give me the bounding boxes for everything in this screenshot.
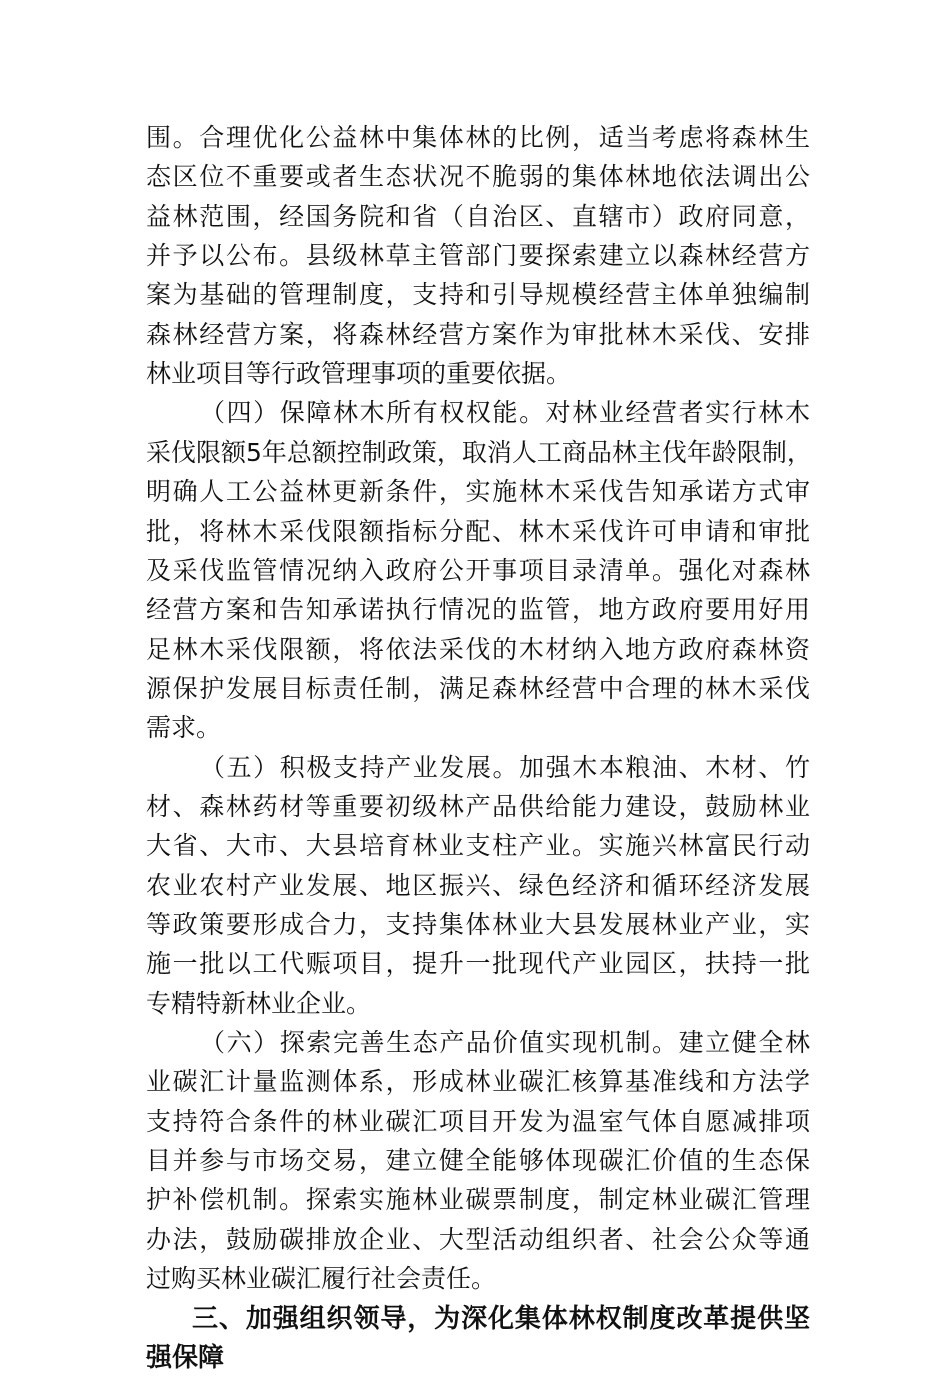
subsection-heading-line: （五）积极支持产业发展。加强木本粮油、木材、竹 [200, 753, 810, 782]
subsection-heading-line: （六）探索完善生态产品价值实现机制。建立健全林 [200, 1028, 810, 1057]
text-line: 需求。 [146, 713, 222, 742]
text-line: 过购买林业碳汇履行社会责任。 [146, 1264, 497, 1293]
text-line: 大省、大市、大县培育林业支柱产业。实施兴林富民行动 [146, 831, 810, 860]
text-line: 围。合理优化公益林中集体林的比例，适当考虑将森林生 [146, 123, 810, 152]
text-line: 农业农村产业发展、地区振兴、绿色经济和循环经济发展 [146, 871, 810, 900]
text-line: 施一批以工代赈项目，提升一批现代产业园区，扶持一批 [146, 949, 810, 978]
text-line: 森林经营方案，将森林经营方案作为审批林木采伐、安排 [146, 320, 810, 349]
text-line: 经营方案和告知承诺执行情况的监管，地方政府要用好用 [146, 595, 810, 624]
subsection-heading-line: （四）保障林木所有权权能。对林业经营者实行林木 [200, 398, 810, 427]
text-line: 材、森林药材等重要初级林产品供给能力建设，鼓励林业 [146, 792, 810, 821]
text-line: 明确人工公益林更新条件，实施林木采伐告知承诺方式审 [146, 477, 810, 506]
text-line: 专精特新林业企业。 [146, 989, 372, 1018]
section-heading-line: 强保障 [146, 1343, 225, 1373]
text-line: 林业项目等行政管理事项的重要依据。 [146, 359, 572, 388]
text-line: 并予以公布。县级林草主管部门要探索建立以森林经营方 [146, 241, 810, 270]
text-line: 态区位不重要或者生态状况不脆弱的集体林地依法调出公 [146, 162, 810, 191]
text-line: 源保护发展目标责任制，满足森林经营中合理的林木采伐 [146, 674, 810, 703]
text-line: 批，将林木采伐限额指标分配、林木采伐许可申请和审批 [146, 517, 810, 546]
text-line: 采伐限额5年总额控制政策，取消人工商品林主伐年龄限制， [146, 438, 812, 467]
text-line: 目并参与市场交易，建立健全能够体现碳汇价值的生态保 [146, 1146, 810, 1175]
text-line: 等政策要形成合力，支持集体林业大县发展林业产业，实 [146, 910, 810, 939]
text-line: 业碳汇计量监测体系，形成林业碳汇核算基准线和方法学 [146, 1067, 810, 1096]
text-line: 及采伐监管情况纳入政府公开事项目录清单。强化对森林 [146, 556, 810, 585]
text-line: 足林木采伐限额，将依法采伐的木材纳入地方政府森林资 [146, 635, 810, 664]
text-line: 案为基础的管理制度，支持和引导规模经营主体单独编制 [146, 280, 810, 309]
text-line: 办法，鼓励碳排放企业、大型活动组织者、社会公众等通 [146, 1225, 810, 1254]
section-heading-line: 三、加强组织领导，为深化集体林权制度改革提供坚 [192, 1304, 810, 1334]
text-line: 护补偿机制。探索实施林业碳票制度，制定林业碳汇管理 [146, 1185, 810, 1214]
text-line: 支持符合条件的林业碳汇项目开发为温室气体自愿减排项 [146, 1107, 810, 1136]
text-line: 益林范围，经国务院和省（自治区、直辖市）政府同意， [146, 202, 810, 231]
